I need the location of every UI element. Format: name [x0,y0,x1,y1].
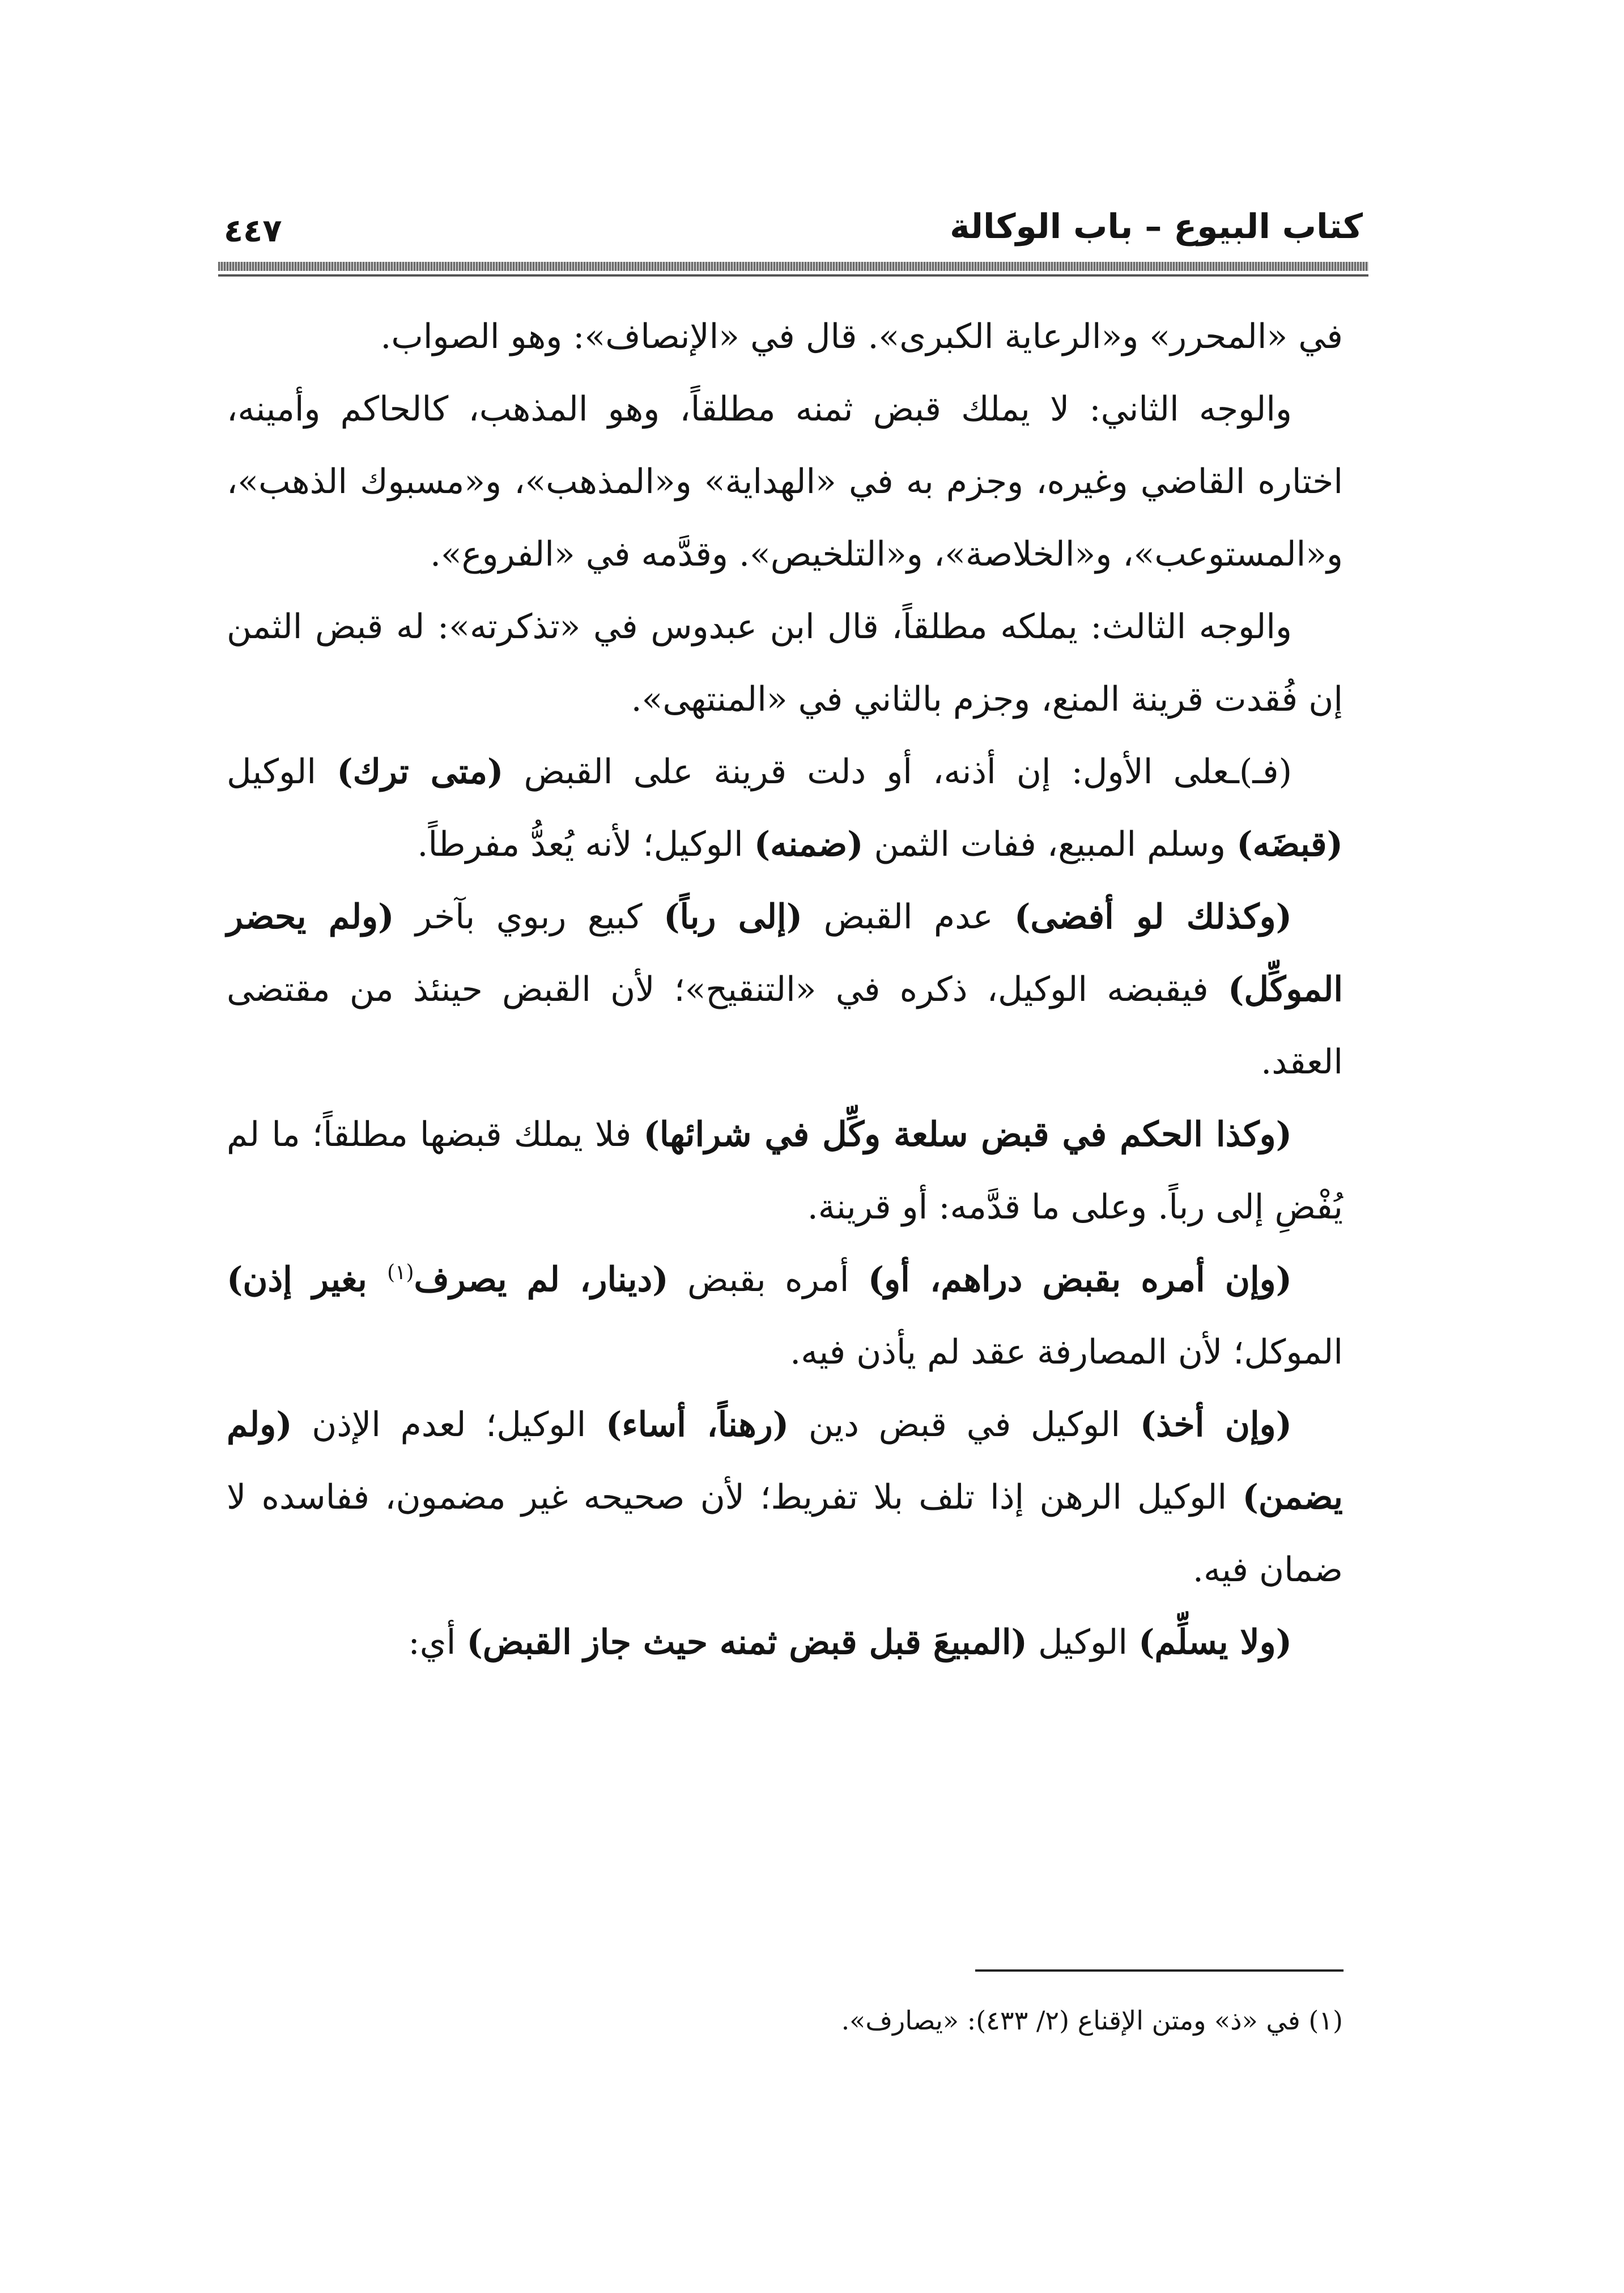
matn-text: (قبضَه) [1236,825,1343,864]
footnotes [227,1995,1343,2046]
paragraph-6 [227,1098,1343,1243]
paragraph-5 [227,881,1343,1098]
text-run: فلا يملك قبضها مطلقاً؛ ما لم يُفْضِ إلى رباً. وعلى ما قدَّمه: أو قرينة. [227,1115,1343,1227]
text-run: الوكيل؛ لعدم الإذن [292,1405,606,1445]
paragraph-2 [227,373,1343,591]
footnote-1: (١) في «ذ» ومتن الإقناع (٢/ ٤٣٣): «يصارف». [841,2005,1343,2036]
text-run: والوجه الثالث: يملكه مطلقاً، قال ابن عبدوس في «تذكرته»: له قبض الثمن إن فُقدت قرينة المنع، وجزم بالثاني في «المنتهى». [227,607,1343,719]
text-run: عدم القبض [802,897,1015,937]
running-header [224,196,1363,258]
paragraph-9 [227,1606,1343,1679]
matn-text: (ولم يضمن) [227,1405,1343,1517]
running-title: كتاب البيوع – باب الوكالة [950,207,1363,247]
matn-text: (ولم يحضر الموكِّل) [227,897,1343,1009]
page-number: ٤٤٧ [224,213,282,249]
matn-text: (إلى رباً) [664,897,803,937]
matn-text: (دينار، لم يصرف [414,1260,669,1300]
text-run: فيقبضه الوكيل، ذكره في «التنقيح»؛ لأن القبض حينئذ من مقتضى العقد. [227,970,1343,1082]
matn-text: (متى ترك) [337,752,504,792]
text-run: كبيع ربوي بآخر [394,897,664,937]
matn-text: (وإن أخذ) [1140,1405,1292,1445]
paragraph-1 [227,300,1343,373]
matn-text: (وإن أمره بقبض دراهم، أو) [868,1260,1292,1300]
text-run: الوكيل الرهن إذا تلف بلا تفريط؛ لأن صحيحه غير مضمون، ففاسده لا ضمان فيه. [227,1477,1343,1590]
text-run: الوكيل في قبض دين [789,1405,1140,1445]
paragraph-3 [227,591,1343,736]
paragraph-7 [227,1243,1343,1388]
text-run: وسلم المبيع، ففات الثمن [863,825,1237,864]
text-run: الوكيل [1027,1623,1139,1662]
header-rule-thin [218,274,1368,277]
main-text [227,300,1343,1679]
text-run: أي: [408,1623,467,1662]
text-run: الوكيل [227,752,337,792]
matn-text: (وكذا الحكم في قبض سلعة وكِّل في شرائها) [643,1115,1292,1154]
paragraph-4 [227,736,1343,881]
matn-text: (ولا يسلِّم) [1138,1623,1292,1662]
text-run: الموكل؛ لأن المصارفة عقد لم يأذن فيه. [790,1332,1343,1372]
text-run: (فـ)ـعلى الأول: إن أذنه، أو دلت قرينة على القبض [503,752,1292,792]
footnote-divider [975,1969,1344,1972]
matn-text: (المبيعَ قبل قبض ثمنه حيث جاز القبض) [466,1623,1027,1662]
matn-text: بغير إذن) [227,1260,388,1300]
text-run: في «المحرر» و«الرعاية الكبرى». قال في «الإنصاف»: وهو الصواب. [380,317,1343,356]
footnote-reference[interactable]: (١) [387,1261,414,1284]
text-run: أمره بقبض [668,1260,868,1300]
matn-text: (ضمنه) [754,825,864,864]
matn-text: (وكذلك لو أفضى) [1014,897,1293,937]
header-rule [218,262,1368,271]
text-run: والوجه الثاني: لا يملك قبض ثمنه مطلقاً، وهو المذهب، كالحاكم وأمينه، اختاره القاضي وغيره، وجزم به في «الهداية» و«المذهب»، و«مسبوك الذهب»، و«المستوعب»، و«الخلاصة»، و«التلخيص». وقدَّمه في «الفروع». [227,389,1343,574]
matn-text: (رهناً، أساء) [606,1405,789,1445]
text-run: الوكيل؛ لأنه يُعدُّ مفرطاً. [417,825,754,864]
paragraph-8 [227,1388,1343,1606]
